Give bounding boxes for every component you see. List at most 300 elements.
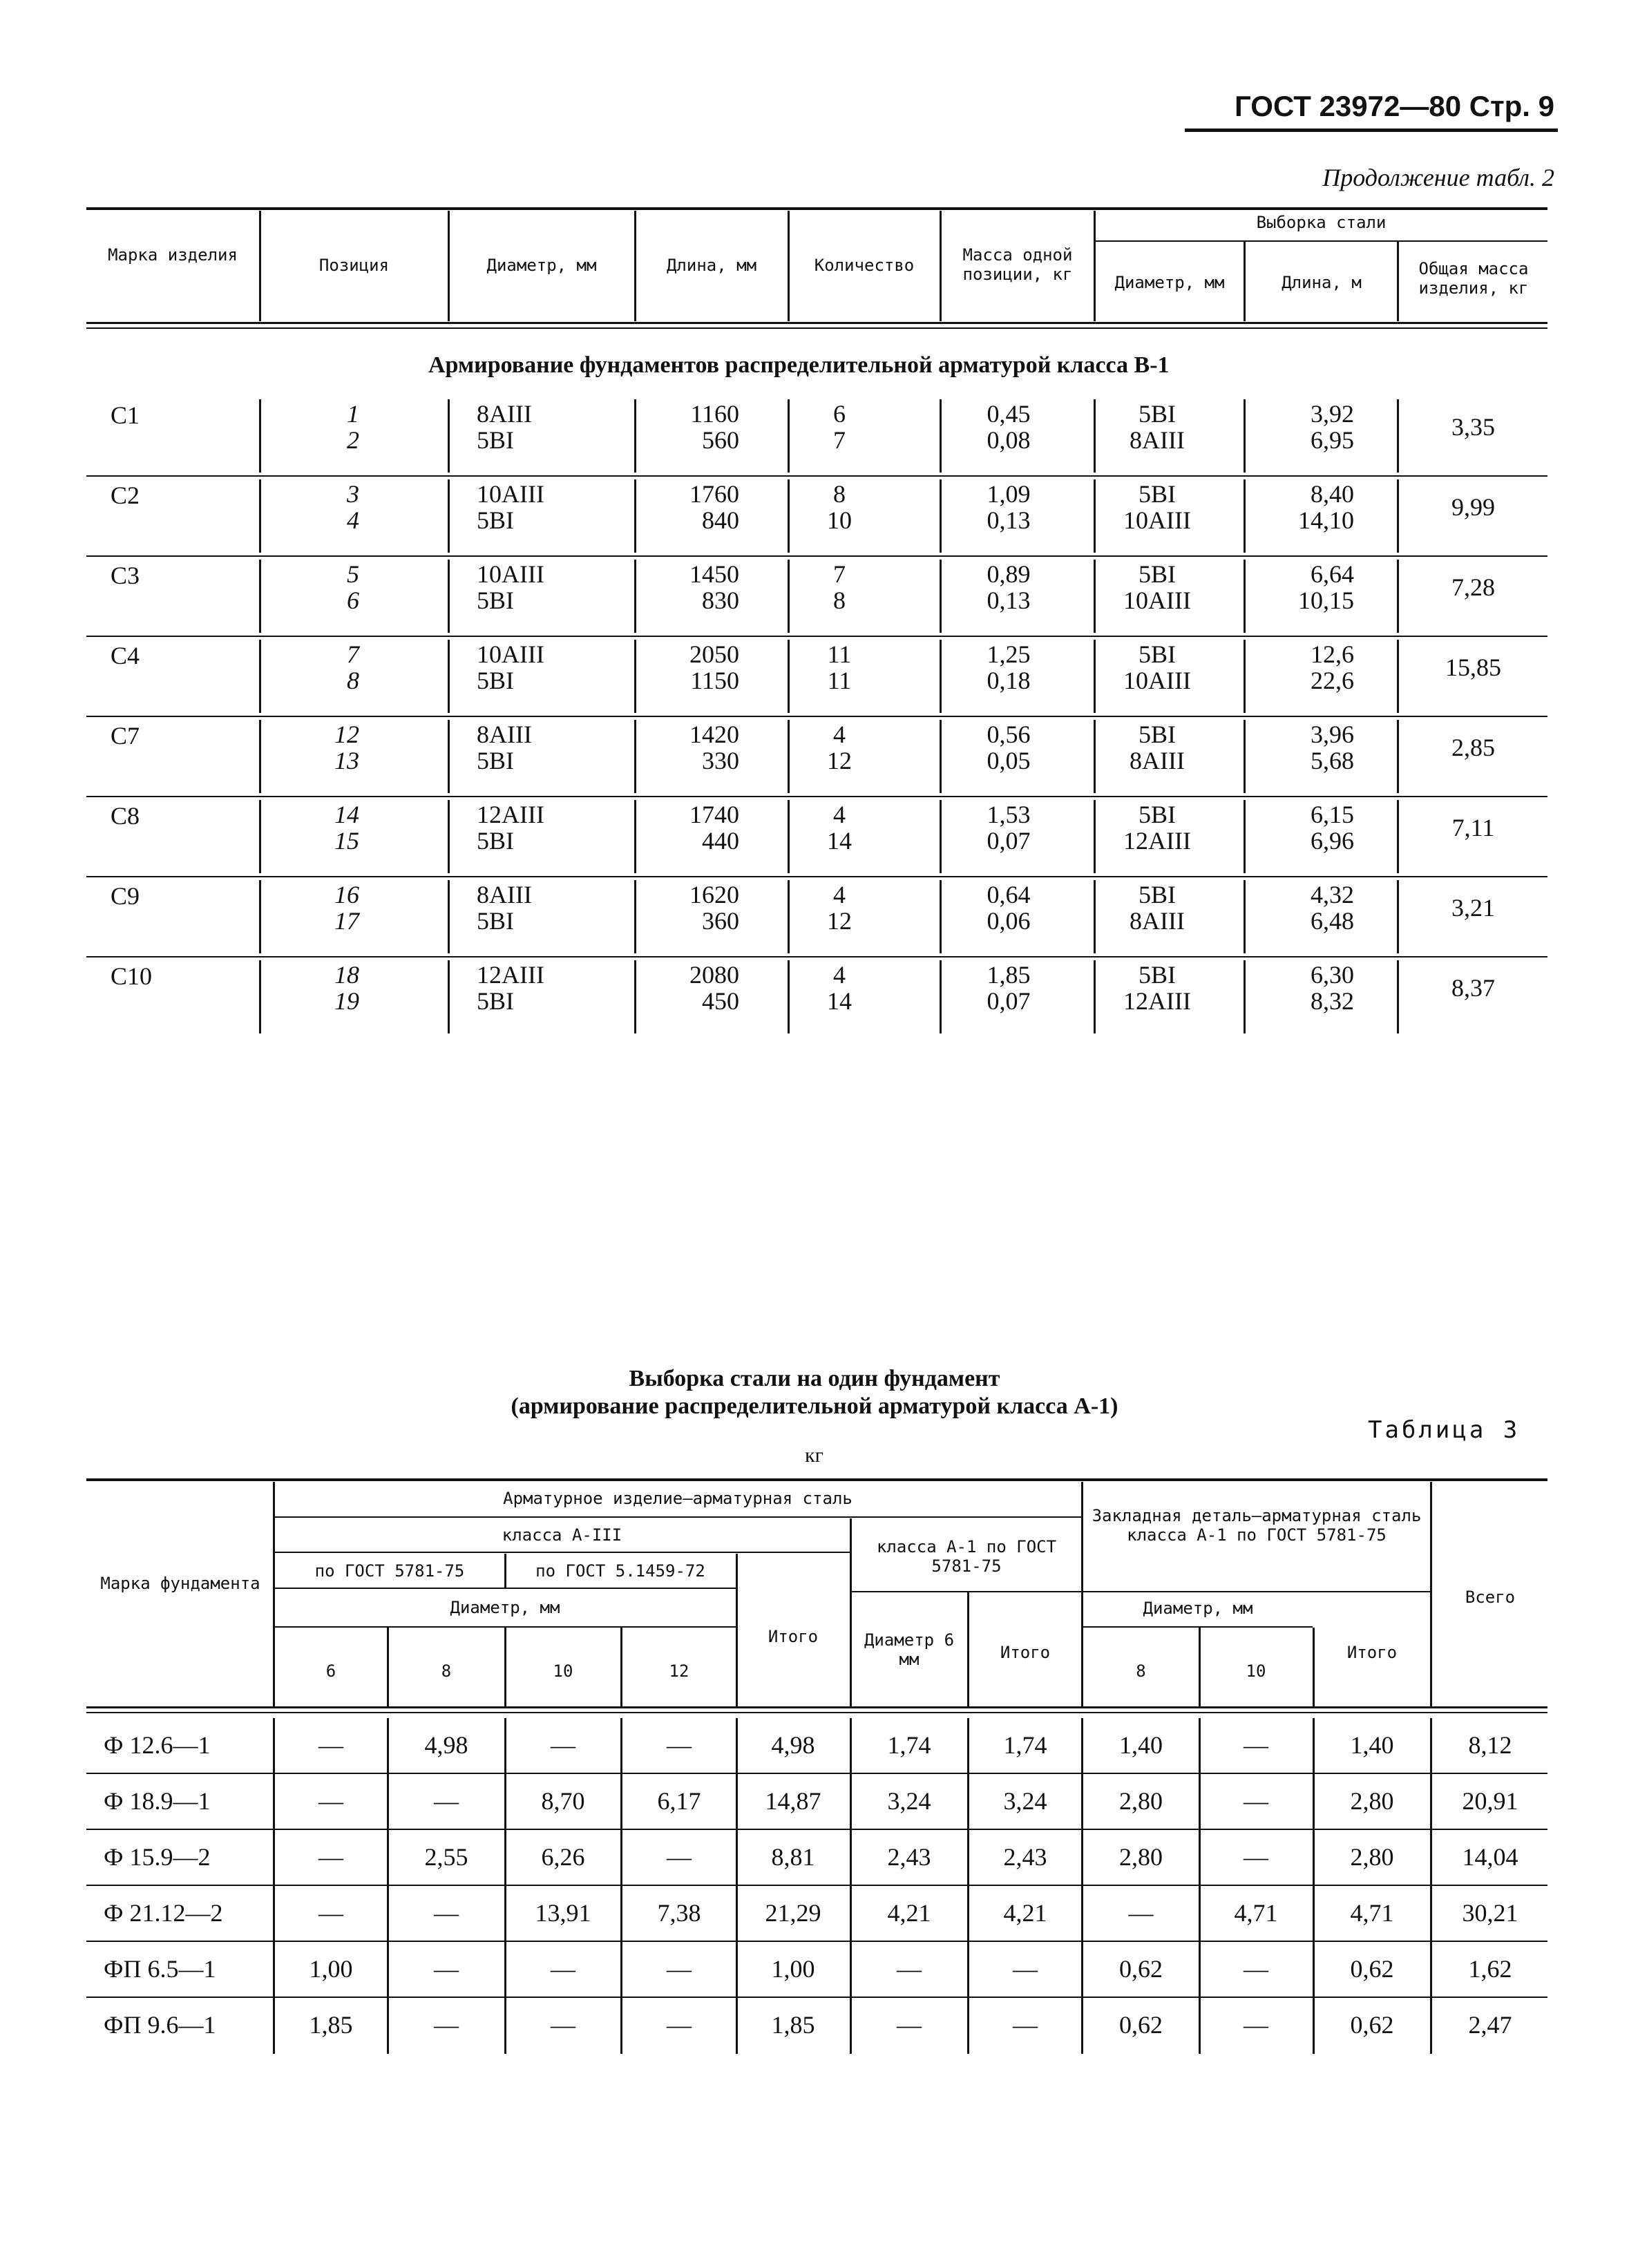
- t3-cell: 8,81: [771, 1843, 815, 1871]
- t2-col-sep: [940, 399, 942, 473]
- t3-header-d10: 10: [553, 1661, 573, 1681]
- t2-cell-length: 330: [702, 747, 739, 774]
- t3-hdr-sep: [504, 1628, 506, 1706]
- t3-cell: 4,98: [771, 1731, 815, 1759]
- t3-cell-mark: Ф 18.9—1: [104, 1787, 211, 1815]
- t3-cell: 4,21: [1003, 1899, 1047, 1927]
- t3-hdr-sep: [504, 1554, 506, 1588]
- t3-col-sep: [273, 1774, 275, 1830]
- t2-cell-mass: 0,89: [987, 560, 1031, 588]
- t2-col-sep: [259, 640, 261, 713]
- t2-col-sep: [448, 800, 450, 873]
- t2-col-sep: [448, 399, 450, 473]
- t2-cell-length: 1160: [690, 400, 739, 428]
- t3-cell: —: [551, 1731, 575, 1759]
- t2-cell-total-mass: 3,35: [1451, 413, 1495, 441]
- t3-cell: —: [318, 1731, 343, 1759]
- t2-col-sep: [788, 640, 790, 713]
- t2-cell-mass: 0,13: [987, 587, 1031, 614]
- t2-cell-quantity: 8: [833, 587, 846, 614]
- t3-col-sep: [504, 1774, 506, 1830]
- t2-row-rule: [86, 796, 1547, 797]
- t2-cell-total-mass: 3,21: [1451, 894, 1495, 922]
- t2-cell-length: 1760: [689, 480, 739, 508]
- t2-cell-total-mass: 15,85: [1445, 654, 1501, 681]
- t3-cell: —: [1128, 1899, 1154, 1927]
- t2-cell-total-mass: 7,11: [1451, 814, 1495, 841]
- t2-col-sep: [259, 960, 261, 1033]
- t3-header-gost5781: по ГОСТ 5781-75: [314, 1561, 465, 1581]
- t2-header-sel-length: Длина, м: [1282, 273, 1362, 292]
- t2-cell-mass: 0,07: [987, 987, 1031, 1015]
- t3-col-sep: [504, 1718, 506, 1774]
- t2-cell-total-mass: 9,99: [1451, 493, 1495, 521]
- t3-col-sep: [1430, 1830, 1432, 1886]
- t3-cell-mark: ФП 9.6—1: [104, 2011, 216, 2039]
- t2-col-sep: [448, 640, 450, 713]
- t2-cell-sel-diameter: 5BI: [1139, 480, 1176, 508]
- t3-col-sep: [387, 1886, 389, 1942]
- t2-cell-position: 16: [334, 881, 359, 908]
- t2-cell-quantity: 6: [833, 400, 846, 428]
- t2-cell-diameter: 5BI: [477, 426, 514, 454]
- t2-header-sel-diameter: Диаметр, мм: [1114, 273, 1225, 292]
- t2-col-sep: [259, 800, 261, 873]
- t3-col-sep: [273, 1718, 275, 1774]
- t3-header-diameter: Диаметр, мм: [450, 1598, 560, 1617]
- t3-col-sep: [850, 1886, 852, 1942]
- t3-cell-mark: Ф 15.9—2: [104, 1843, 211, 1871]
- t3-col-sep: [850, 1718, 852, 1774]
- t2-cell-sel-diameter: 12AIII: [1123, 827, 1191, 855]
- t3-col-sep: [1081, 1998, 1083, 2054]
- t3-col-sep: [850, 1998, 852, 2054]
- t2-cell-mark: C10: [111, 962, 153, 990]
- t2-col-sep: [448, 479, 450, 553]
- t3-col-sep: [967, 1886, 969, 1942]
- t2-cell-mass: 0,56: [987, 721, 1031, 748]
- t2-cell-length: 840: [702, 506, 739, 534]
- t2-cell-sel-length: 6,15: [1311, 801, 1354, 828]
- t2-cell-quantity: 7: [833, 426, 846, 454]
- t2-col-sep: [788, 880, 790, 953]
- t3-header-class-a3: класса А-III: [502, 1525, 622, 1545]
- t3-col-sep: [620, 1718, 622, 1774]
- t2-cell-quantity: 4: [833, 801, 846, 828]
- t2-cell-sel-length: 6,30: [1311, 961, 1354, 989]
- t2-cell-quantity: 7: [833, 560, 846, 588]
- t3-cell: 21,29: [765, 1899, 821, 1927]
- t2-col-sep: [448, 960, 450, 1033]
- t3-cell: 7,38: [657, 1899, 701, 1927]
- t2-header-selection: Выборка стали: [1256, 213, 1387, 232]
- t2-cell-length: 440: [702, 827, 739, 855]
- t2-col-sep: [940, 960, 942, 1033]
- t2-row-rule: [86, 555, 1547, 557]
- t3-col-sep: [1313, 1998, 1315, 2054]
- t3-cell: 3,24: [887, 1787, 931, 1815]
- t3-header-diameter2: Диаметр, мм: [1143, 1599, 1253, 1618]
- t2-row-rule: [86, 716, 1547, 717]
- t3-col-sep: [1313, 1718, 1315, 1774]
- t2-cell-mass: 0,06: [987, 907, 1031, 935]
- t2-cell-mass: 1,53: [987, 801, 1031, 828]
- t3-col-sep: [1430, 1774, 1432, 1830]
- page-header: ГОСТ 23972—80 Стр. 9: [1235, 90, 1554, 122]
- t2-row-rule: [86, 956, 1547, 957]
- t3-col-sep: [967, 1830, 969, 1886]
- t2-header-diameter: Диаметр, мм: [486, 256, 597, 275]
- t2-header-mass: Масса одной позиции, кг: [962, 245, 1073, 284]
- t3-col-sep: [1081, 1718, 1083, 1774]
- t3-col-sep: [620, 1942, 622, 1998]
- t3-col-sep: [850, 1830, 852, 1886]
- t2-col-sep: [788, 479, 790, 553]
- t3-col-sep: [1081, 1774, 1083, 1830]
- t3-header-itogo: Итого: [768, 1627, 819, 1646]
- t2-cell-position: 19: [334, 987, 359, 1015]
- t3-col-sep: [273, 1830, 275, 1886]
- t2-cell-length: 2050: [689, 640, 739, 668]
- t3-cell: 1,85: [309, 2011, 353, 2039]
- t3-cell: 1,40: [1350, 1731, 1394, 1759]
- t3-cell: 1,40: [1119, 1731, 1163, 1759]
- t3-unit: кг: [805, 1444, 823, 1467]
- t3-row-rule: [86, 1997, 1547, 1998]
- t2-cell-diameter: 10AIII: [477, 640, 544, 668]
- t2-cell-sel-diameter: 10AIII: [1123, 587, 1191, 614]
- t3-hdr-subrule: [1083, 1591, 1430, 1592]
- t3-cell: 2,80: [1119, 1843, 1163, 1871]
- t2-col-sep: [1244, 479, 1246, 553]
- t2-col-sep: [940, 800, 942, 873]
- t3-cell: 1,00: [309, 1955, 353, 1983]
- t3-hdr-sep: [967, 1592, 969, 1706]
- t3-cell: 1,00: [771, 1955, 815, 1983]
- t3-cell: —: [318, 1843, 343, 1871]
- t2-cell-sel-diameter: 5BI: [1139, 721, 1176, 748]
- t2-cell-length: 1450: [689, 560, 739, 588]
- t2-row-rule: [86, 876, 1547, 877]
- t2-cell-quantity: 14: [827, 987, 852, 1015]
- t2-cell-mass: 0,13: [987, 506, 1031, 534]
- t3-header-total: Всего: [1465, 1588, 1516, 1607]
- t2-hdr-sep: [1397, 242, 1399, 321]
- t2-cell-diameter: 10AIII: [477, 480, 544, 508]
- t3-cell: 30,21: [1462, 1899, 1518, 1927]
- t3-col-sep: [1430, 1886, 1432, 1942]
- t2-cell-position: 2: [347, 426, 359, 454]
- t2-cell-diameter: 5BI: [477, 506, 514, 534]
- t3-col-sep: [620, 1830, 622, 1886]
- t2-col-sep: [1397, 399, 1399, 473]
- t2-row-rule: [86, 475, 1547, 477]
- t2-cell-position: 17: [334, 907, 359, 935]
- t3-cell: —: [1244, 2011, 1268, 2039]
- t2-cell-sel-diameter: 5BI: [1139, 640, 1176, 668]
- t2-cell-position: 4: [347, 506, 359, 534]
- t3-col-sep: [273, 1886, 275, 1942]
- t3-cell: —: [897, 1955, 922, 1983]
- t3-cell: 0,62: [1119, 2011, 1163, 2039]
- t3-cell: —: [1244, 1843, 1268, 1871]
- t3-col-sep: [967, 1942, 969, 1998]
- t2-cell-length: 450: [702, 987, 739, 1015]
- t3-cell: 4,21: [887, 1899, 931, 1927]
- t2-cell-length: 1420: [689, 721, 739, 748]
- t2-cell-total-mass: 2,85: [1451, 734, 1495, 761]
- t2-col-sep: [940, 640, 942, 713]
- t3-title-line2: (армирование распределительной арматурой класса А-1): [511, 1393, 1118, 1419]
- t3-col-sep: [967, 1718, 969, 1774]
- t2-cell-sel-diameter: 5BI: [1139, 400, 1176, 428]
- t2-col-sep: [259, 560, 261, 633]
- t2-cell-sel-length: 22,6: [1311, 667, 1354, 694]
- t3-row-rule: [86, 1885, 1547, 1886]
- t3-col-sep: [387, 1942, 389, 1998]
- t3-col-sep: [1313, 1830, 1315, 1886]
- t2-cell-sel-diameter: 12AIII: [1123, 987, 1191, 1015]
- t3-cell: 0,62: [1350, 1955, 1394, 1983]
- t2-col-sep: [1397, 720, 1399, 793]
- t3-cell: 0,62: [1119, 1955, 1163, 1983]
- t2-hdr-sep: [788, 211, 790, 321]
- t3-header-embedded: Закладная деталь—арматурная сталь класса А-1 по ГОСТ 5781-75: [1092, 1506, 1422, 1545]
- t3-col-sep: [1430, 1998, 1432, 2054]
- continuation-label: Продолжение табл. 2: [1322, 164, 1554, 191]
- t2-cell-position: 12: [334, 721, 359, 748]
- t2-cell-sel-length: 6,96: [1311, 827, 1354, 855]
- t3-col-sep: [1081, 1942, 1083, 1998]
- t3-cell: —: [897, 2011, 922, 2039]
- t2-cell-mark: C9: [111, 882, 140, 910]
- t2-cell-mass: 0,45: [987, 400, 1031, 428]
- t3-cell: —: [667, 1843, 692, 1871]
- t2-cell-position: 6: [347, 587, 359, 614]
- t2-cell-diameter: 5BI: [477, 667, 514, 694]
- t2-col-sep: [1244, 640, 1246, 713]
- t2-cell-mass: 0,05: [987, 747, 1031, 774]
- t2-cell-mass: 1,85: [987, 961, 1031, 989]
- t2-cell-quantity: 14: [827, 827, 852, 855]
- t2-col-sep: [788, 800, 790, 873]
- t2-cell-quantity: 12: [827, 747, 852, 774]
- t2-cell-sel-diameter: 10AIII: [1123, 506, 1191, 534]
- t2-hdr-subrule: [1095, 240, 1547, 242]
- t2-cell-sel-length: 8,40: [1311, 480, 1354, 508]
- t2-cell-diameter: 10AIII: [477, 560, 544, 588]
- t3-col-sep: [1313, 1942, 1315, 1998]
- t3-cell: 3,24: [1003, 1787, 1047, 1815]
- t3-cell: 6,26: [541, 1843, 585, 1871]
- t3-header-itogo2: Итого: [1000, 1643, 1051, 1662]
- t2-cell-diameter: 12AIII: [477, 801, 544, 828]
- t2-cell-diameter: 8AIII: [477, 721, 532, 748]
- t2-col-sep: [940, 560, 942, 633]
- t2-col-sep: [788, 560, 790, 633]
- t3-cell: 8,70: [541, 1787, 585, 1815]
- t3-cell: 2,80: [1350, 1843, 1394, 1871]
- t2-col-sep: [448, 560, 450, 633]
- t2-cell-sel-length: 14,10: [1298, 506, 1354, 534]
- t2-col-sep: [259, 479, 261, 553]
- t2-cell-position: 7: [347, 640, 359, 668]
- t2-cell-sel-length: 6,48: [1311, 907, 1354, 935]
- t2-header-rule: [86, 322, 1547, 324]
- t3-header-rule: [86, 1712, 1547, 1713]
- t3-header-itogo3: Итого: [1346, 1643, 1398, 1662]
- t2-top-rule: [86, 207, 1547, 210]
- t3-cell: 2,47: [1468, 2011, 1512, 2039]
- t2-col-sep: [940, 720, 942, 793]
- t3-col-sep: [387, 1718, 389, 1774]
- t3-cell: —: [551, 2011, 575, 2039]
- t2-col-sep: [1397, 800, 1399, 873]
- t2-cell-sel-length: 4,32: [1311, 881, 1354, 908]
- t2-cell-quantity: 12: [827, 907, 852, 935]
- t3-cell: 2,43: [887, 1843, 931, 1871]
- t2-cell-sel-diameter: 10AIII: [1123, 667, 1191, 694]
- t3-title-line1: Выборка стали на один фундамент: [629, 1366, 1000, 1391]
- t3-col-sep: [1430, 1718, 1432, 1774]
- t2-col-sep: [1397, 640, 1399, 713]
- t2-col-sep: [448, 880, 450, 953]
- t3-hdr-subrule: [275, 1516, 1081, 1518]
- t3-cell: 4,71: [1350, 1899, 1394, 1927]
- t2-cell-mass: 1,09: [987, 480, 1031, 508]
- t2-cell-mark: C2: [111, 482, 140, 509]
- t2-header-position: Позиция: [318, 256, 390, 275]
- t2-cell-diameter: 8AIII: [477, 400, 532, 428]
- t2-cell-quantity: 4: [833, 721, 846, 748]
- t3-col-sep: [1081, 1830, 1083, 1886]
- t2-cell-mark: C1: [111, 401, 140, 429]
- t3-cell-mark: Ф 21.12—2: [104, 1899, 223, 1927]
- t2-cell-length: 1150: [690, 667, 739, 694]
- t2-row-rule: [86, 636, 1547, 637]
- t2-cell-sel-diameter: 5BI: [1139, 881, 1176, 908]
- t3-cell: 1,85: [771, 2011, 815, 2039]
- t2-cell-diameter: 5BI: [477, 907, 514, 935]
- t2-cell-quantity: 11: [827, 667, 852, 694]
- t2-cell-length: 1620: [689, 881, 739, 908]
- t3-hdr-subrule: [852, 1591, 1081, 1592]
- t2-cell-sel-length: 6,95: [1311, 426, 1354, 454]
- t3-header-d12: 12: [669, 1661, 689, 1681]
- t2-cell-sel-length: 12,6: [1311, 640, 1354, 668]
- t3-cell: —: [318, 1899, 343, 1927]
- t2-section-title: Армирование фундаментов распределительной арматурой класса В-1: [428, 352, 1170, 378]
- t3-cell: 1,74: [887, 1731, 931, 1759]
- t3-cell: —: [434, 1787, 459, 1815]
- t3-col-sep: [850, 1942, 852, 1998]
- t2-cell-quantity: 10: [827, 506, 852, 534]
- t2-col-sep: [788, 960, 790, 1033]
- t3-col-sep: [620, 1998, 622, 2054]
- t3-header-mark: Марка фундамента: [100, 1574, 260, 1593]
- t3-cell: 13,91: [535, 1899, 591, 1927]
- t3-header-gost51459: по ГОСТ 5.1459-72: [535, 1561, 705, 1581]
- t3-label: Таблица 3: [1368, 1416, 1521, 1444]
- t2-cell-diameter: 5BI: [477, 827, 514, 855]
- t2-cell-position: 13: [334, 747, 359, 774]
- t3-cell: 4,98: [424, 1731, 468, 1759]
- t3-header-rule: [86, 1706, 1547, 1708]
- t3-col-sep: [620, 1774, 622, 1830]
- t3-cell: 2,80: [1119, 1787, 1163, 1815]
- t3-hdr-sep: [620, 1628, 622, 1706]
- t2-col-sep: [788, 399, 790, 473]
- t3-hdr-sep: [273, 1482, 275, 1706]
- t2-col-sep: [788, 720, 790, 793]
- t3-col-sep: [620, 1886, 622, 1942]
- t2-cell-sel-diameter: 5BI: [1139, 961, 1176, 989]
- t3-col-sep: [387, 1998, 389, 2054]
- t2-cell-quantity: 4: [833, 881, 846, 908]
- t2-col-sep: [1244, 399, 1246, 473]
- t2-cell-mass: 0,07: [987, 827, 1031, 855]
- t3-col-sep: [850, 1774, 852, 1830]
- t3-header-d8: 8: [441, 1661, 452, 1681]
- t2-cell-total-mass: 7,28: [1451, 573, 1495, 601]
- t3-hdr-subrule: [1083, 1626, 1313, 1628]
- t2-hdr-sep: [940, 211, 942, 321]
- t3-row-rule: [86, 1941, 1547, 1942]
- t3-cell: 1,62: [1468, 1955, 1512, 1983]
- t3-hdr-sep: [1313, 1628, 1315, 1706]
- t3-header-class-a1: класса А-1 по ГОСТ 5781-75: [876, 1537, 1057, 1576]
- t2-hdr-sep: [259, 211, 261, 321]
- t2-cell-sel-length: 6,64: [1311, 560, 1354, 588]
- t2-cell-position: 5: [347, 560, 359, 588]
- t3-hdr-sep: [387, 1628, 389, 1706]
- t3-cell: 8,12: [1468, 1731, 1512, 1759]
- t2-header-length: Длина, мм: [666, 256, 757, 275]
- t2-cell-sel-length: 8,32: [1311, 987, 1354, 1015]
- t2-cell-mass: 0,08: [987, 426, 1031, 454]
- t2-col-sep: [259, 399, 261, 473]
- t3-col-sep: [967, 1774, 969, 1830]
- t2-cell-quantity: 4: [833, 961, 846, 989]
- t3-cell: —: [318, 1787, 343, 1815]
- t3-hdr-sep: [1081, 1482, 1083, 1706]
- t2-cell-position: 3: [347, 480, 359, 508]
- t2-cell-total-mass: 8,37: [1451, 974, 1495, 1002]
- t3-col-sep: [504, 1942, 506, 1998]
- t3-cell: 14,87: [765, 1787, 821, 1815]
- t2-col-sep: [1244, 720, 1246, 793]
- t2-col-sep: [1397, 880, 1399, 953]
- t2-cell-position: 15: [334, 827, 359, 855]
- t2-cell-diameter: 5BI: [477, 747, 514, 774]
- t2-hdr-sep: [1244, 242, 1246, 321]
- t2-cell-diameter: 8AIII: [477, 881, 532, 908]
- t2-col-sep: [1244, 560, 1246, 633]
- t2-col-sep: [1244, 880, 1246, 953]
- t3-hdr-subrule: [275, 1552, 850, 1553]
- t3-cell: 0,62: [1350, 2011, 1394, 2039]
- t2-cell-mark: C8: [111, 802, 140, 830]
- t3-cell: 6,17: [657, 1787, 701, 1815]
- t3-cell: 2,55: [424, 1843, 468, 1871]
- t3-cell-mark: ФП 6.5—1: [104, 1955, 216, 1983]
- t3-cell: —: [1244, 1731, 1268, 1759]
- t3-col-sep: [504, 1886, 506, 1942]
- t3-col-sep: [1081, 1886, 1083, 1942]
- t2-cell-sel-diameter: 5BI: [1139, 801, 1176, 828]
- t3-header-group1: Арматурное изделие—арматурная сталь: [503, 1489, 852, 1508]
- t2-cell-position: 1: [347, 400, 359, 428]
